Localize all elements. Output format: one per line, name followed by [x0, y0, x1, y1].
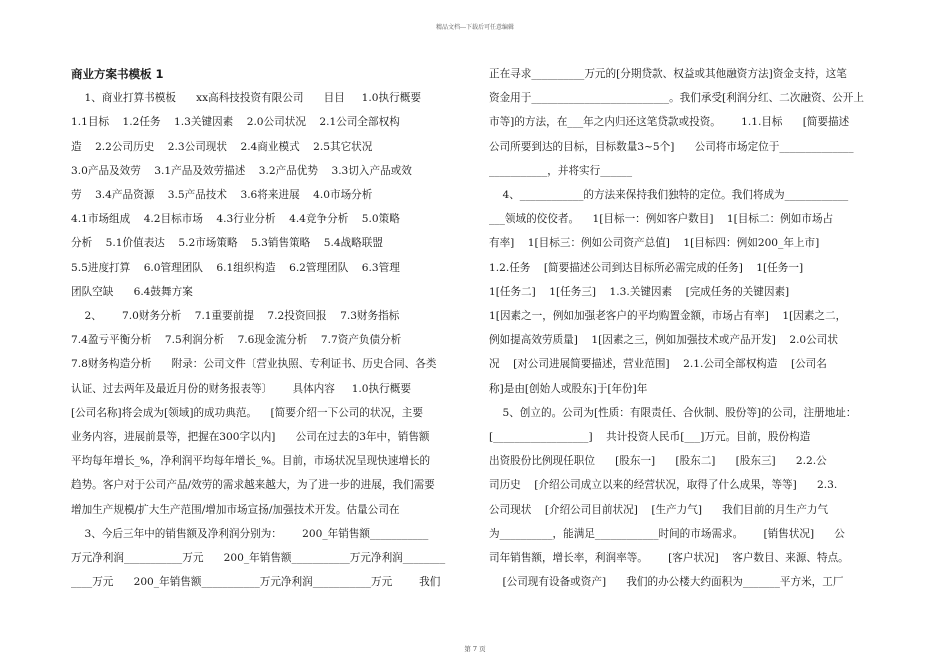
- text-line: 劳 3.4产品资源 3.5产品技术 3.6将来进展 4.0市场分析: [71, 189, 373, 202]
- text-line: ___________，并将实行______: [489, 164, 633, 177]
- text-line: 业务内容，进展前景等，把握在300字以内] 公司在过去的3年中，销售额: [71, 431, 430, 444]
- document-title: 商业方案书模板 1: [71, 67, 164, 81]
- text-line: 例如提高效劳质量] 1[因素之三，例如加强技术或产品开发] 2.0公司状: [489, 334, 838, 347]
- text-line: 司历史 [介绍公司成立以来的经营状况，取得了什么成果，等等] 2.3.: [489, 479, 838, 492]
- text-line: 造 2.2公司历史 2.3公司现状 2.4商业模式 2.5其它状况: [71, 140, 373, 153]
- text-line: 资金用于__________________________。我们承受[利润分红、二次融资、公开上: [489, 92, 864, 105]
- text-line: 3、今后三年中的销售额及净利润分别为： 200_年销售额___________: [71, 527, 429, 540]
- left-text-block: [71, 86, 466, 594]
- text-line: 况 [对公司进展简要描述，营业范围] 2.1.公司全部权构造 [公司名: [489, 358, 827, 371]
- text-line: 趋势。客户对于公司产品/效劳的需求越来越大，为了进一步的进展，我们需要: [71, 479, 435, 492]
- text-line: 万元净利润___________万元 200_年销售额___________万元净利润________: [71, 552, 446, 565]
- text-line: 5、创立的。公司为[性质：有限责任、合伙制、股份等]的公司，注册地址：: [489, 406, 857, 419]
- text-line: 1.1目标 1.2任务 1.3关键因素 2.0公司状况 2.1公司全部权构: [71, 116, 400, 129]
- text-line: [公司现有设备或资产] 我们的办公楼大约面积为_______平方米，工厂: [489, 576, 844, 589]
- text-line: ___领域的佼佼者。 1[目标一：例如客户数目] 1[目标二：例如市场占: [489, 213, 834, 226]
- text-line: 7.8财务构造分析 附录：公司文件〔营业执照、专利证书、历史合同、各类: [71, 358, 437, 371]
- text-line: 4.1市场组成 4.2目标市场 4.3行业分析 4.4竞争分析 5.0策略: [71, 213, 400, 226]
- text-line: 1[任务二] 1[任务三] 1.3.关键因素 [完成任务的关键因素]: [489, 285, 790, 298]
- text-line: [__________________] 共计投资人民币[___]万元。目前，股份构造: [489, 431, 811, 444]
- text-line: 公司所要到达的目标，目标数量3~5个] 公司将市场定位于______________: [489, 140, 854, 153]
- right-column: [489, 62, 889, 594]
- text-line: 司年销售额，增长率，利润率等。 [客户状况] 客户数目、来源、特点。: [489, 552, 849, 565]
- page-header: 精品文档---下载后可任意编辑: [435, 24, 515, 31]
- left-column: [71, 62, 466, 594]
- text-line: 团队空缺 6.4鼓舞方案: [71, 285, 193, 298]
- text-line: 称]是由[创始人或股东]于[年份]年: [489, 382, 648, 395]
- text-line: 公司现状 [介绍公司目前状况] [生产力气] 我们目前的月生产力气: [489, 503, 829, 516]
- right-text-block: [489, 62, 889, 594]
- text-line: 1.2.任务 [简要描述公司到达目标所必需完成的任务] 1[任务一]: [489, 261, 804, 274]
- text-line: 有率] 1[目标三：例如公司资产总值] 1[目标四：例如200_年上市]: [489, 237, 820, 250]
- text-line: 1、商业打算书模板 xx高科技投资有限公司 目目 1.0执行概要: [71, 92, 421, 105]
- text-line: ____万元 200_年销售额___________万元净利润___________万元 我们: [71, 576, 441, 589]
- text-line: 正在寻求__________万元的[分期贷款、权益或其他融资方法]资金支持，这笔: [489, 68, 847, 80]
- text-line: 3.0产品及效劳 3.1产品及效劳描述 3.2产品优势 3.3切入产品或效: [71, 164, 412, 177]
- text-line: 出资股份比例现任职位 [股东一] [股东二] [股东三] 2.2.公: [489, 455, 827, 468]
- page-number: 第 7 页: [464, 645, 486, 653]
- text-line: 平均每年增长_%，净利润平均每年增长_%。目前，市场状况呈现快速增长的: [71, 455, 431, 468]
- text-line: 7.4盈亏平衡分析 7.5利润分析 7.6现金流分析 7.7资产负债分析: [71, 334, 402, 347]
- text-line: 认证、过去两年及最近月份的财务报表等〕 具体内容 1.0执行概要: [71, 382, 411, 395]
- text-line: 市等]的方法，在___年之内归还这笔贷款或投资。 1.1.目标 [简要描述: [489, 116, 850, 129]
- text-line: 分析 5.1价值表达 5.2市场策略 5.3销售策略 5.4战略联盟: [71, 237, 383, 250]
- text-line: 增加生产规模/扩大生产范围/增加市场宣扬/加强技术开发。估量公司在: [71, 503, 400, 516]
- text-line: 4、____________的方法来保持我们独特的定位。我们将成为____________: [489, 189, 849, 202]
- text-line: 2、 7.0财务分析 7.1重要前提 7.2投资回报 7.3财务指标: [71, 310, 400, 323]
- text-line: 5.5进度打算 6.0管理团队 6.1组织构造 6.2管理团队 6.3管理: [71, 261, 400, 274]
- text-line: [公司名称]将会成为[领域]的成功典范。 [简要介绍一下公司的状况，主要: [71, 406, 423, 419]
- text-line: 为__________，能满足____________时间的市场需求。 [销售状况] 公: [489, 527, 845, 540]
- text-line: 1[因素之一，例如加强老客户的平均购置金额，市场占有率] 1[因素之二，: [489, 310, 847, 323]
